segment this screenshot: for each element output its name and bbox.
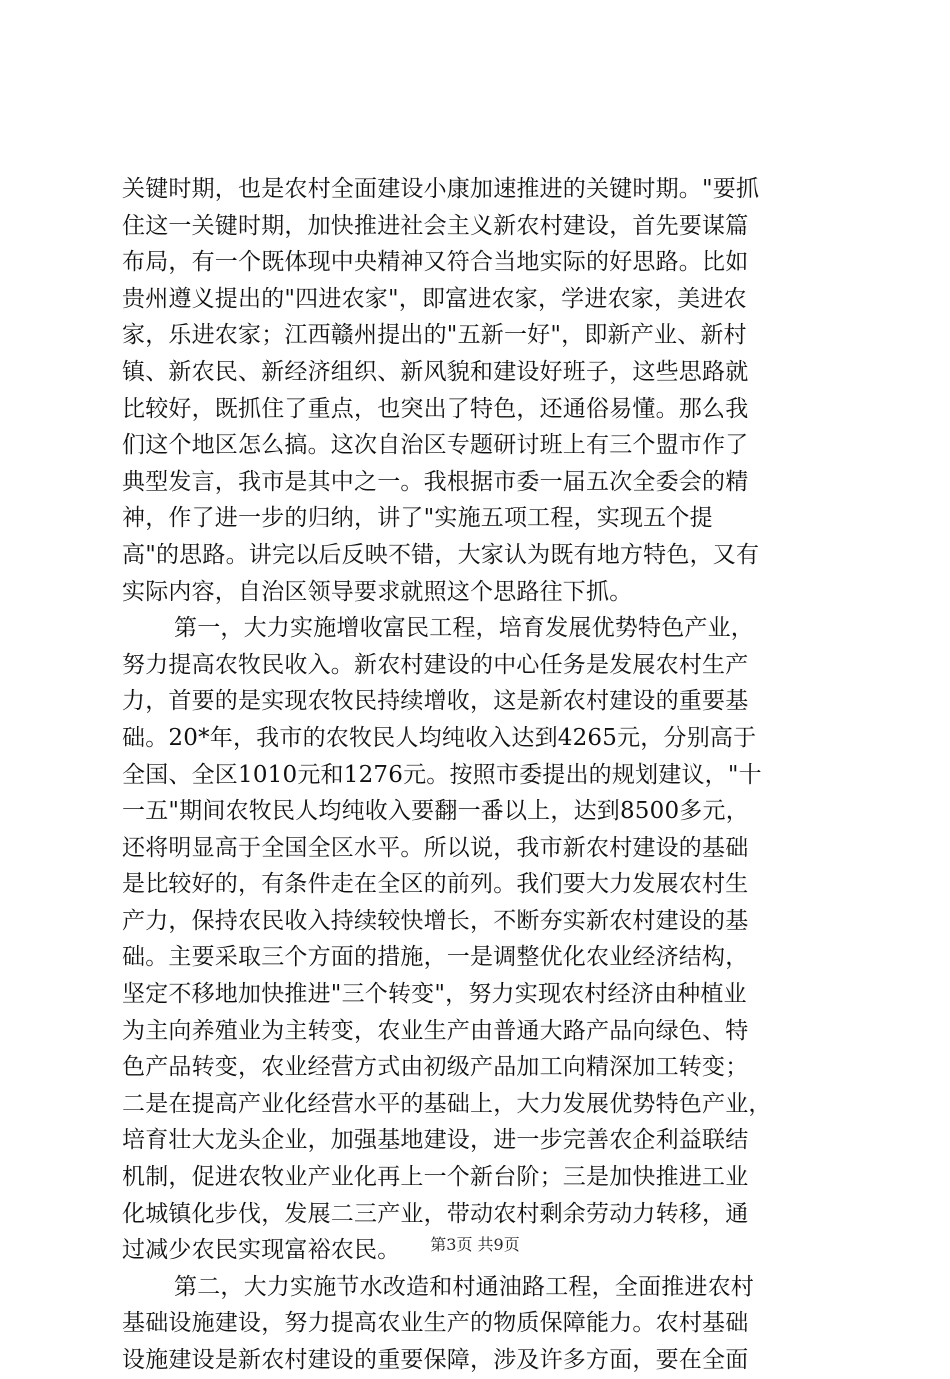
text-line: 础。20*年，我市的农牧民人均纯收入达到4265元，分别高于 [122, 724, 757, 751]
text-line: 培育壮大龙头企业，加强基地建设，进一步完善农企利益联结 [122, 1127, 749, 1154]
text-line: 基础设施建设，努力提高农业生产的物质保障能力。农村基础 [122, 1310, 749, 1337]
text-line: 家，乐进农家；江西赣州提出的"五新一好"，即新产业、新村 [122, 322, 747, 349]
text-line: 还将明显高于全国全区水平。所以说，我市新农村建设的基础 [122, 834, 749, 861]
text-line: 产力，保持农民收入持续较快增长，不断夯实新农村建设的基 [122, 907, 749, 934]
text-line: 布局，有一个既体现中央精神又符合当地实际的好思路。比如 [122, 249, 749, 276]
text-line: 贵州遵义提出的"四进农家"，即富进农家，学进农家，美进农 [122, 285, 747, 312]
text-line: 设施建设是新农村建设的重要保障，涉及许多方面，要在全面 [122, 1347, 749, 1373]
text-line: 神，作了进一步的归纳，讲了"实施五项工程，实现五个提 [122, 505, 713, 532]
text-line: 典型发言，我市是其中之一。我根据市委一届五次全委会的精 [122, 468, 749, 495]
text-line: 化城镇化步伐，发展二三产业，带动农村剩余劳动力转移，通 [122, 1200, 749, 1227]
text-line: 础。主要采取三个方面的措施，一是调整优化农业经济结构， [122, 944, 749, 971]
text-line: 是比较好的，有条件走在全区的前列。我们要大力发展农村生 [122, 871, 749, 898]
text-line: 坚定不移地加快推进"三个转变"，努力实现农村经济由种植业 [122, 981, 747, 1008]
document-body [122, 171, 832, 1379]
text-line: 高"的思路。讲完以后反映不错，大家认为既有地方特色，又有 [122, 541, 760, 568]
page-number-footer: 第3页 共9页 [430, 1235, 520, 1254]
text-line: 努力提高农牧民收入。新农村建设的中心任务是发展农村生产 [122, 651, 749, 678]
text-line: 为主向养殖业为主转变，农业生产由普通大路产品向绿色、特 [122, 1017, 749, 1044]
text-line: 住这一关键时期，加快推进社会主义新农村建设，首先要谋篇 [122, 212, 749, 239]
text-line: 关键时期，也是农村全面建设小康加速推进的关键时期。"要抓 [122, 176, 760, 202]
paragraph-first-line: 第一，大力实施增收富民工程，培育发展优势特色产业， [174, 615, 754, 642]
text-line: 们这个地区怎么搞。这次自治区专题研讨班上有三个盟市作了 [122, 432, 749, 459]
text-line: 全国、全区1010元和1276元。按照市委提出的规划建议，"十 [122, 761, 762, 788]
text-line: 机制，促进农牧业产业化再上一个新台阶；三是加快推进工业 [122, 1164, 749, 1191]
text-line: 镇、新农民、新经济组织、新风貌和建设好班子，这些思路就 [122, 358, 749, 385]
text-line: 过减少农民实现富裕农民。 [122, 1237, 401, 1264]
text-line: 力，首要的是实现农牧民持续增收，这是新农村建设的重要基 [122, 688, 749, 715]
text-line: 比较好，既抓住了重点，也突出了特色，还通俗易懂。那么我 [122, 395, 749, 422]
text-line: 一五"期间农牧民人均纯收入要翻一番以上，达到8500多元， [122, 798, 749, 825]
paragraph-first-line: 第二，大力实施节水改造和村通油路工程，全面推进农村 [174, 1273, 754, 1300]
text-line: 实际内容，自治区领导要求就照这个思路往下抓。 [122, 578, 633, 605]
text-line: 色产品转变，农业经营方式由初级产品加工向精深加工转变； [122, 1054, 749, 1081]
text-line: 二是在提高产业化经营水平的基础上，大力发展优势特色产业， [122, 1090, 772, 1117]
